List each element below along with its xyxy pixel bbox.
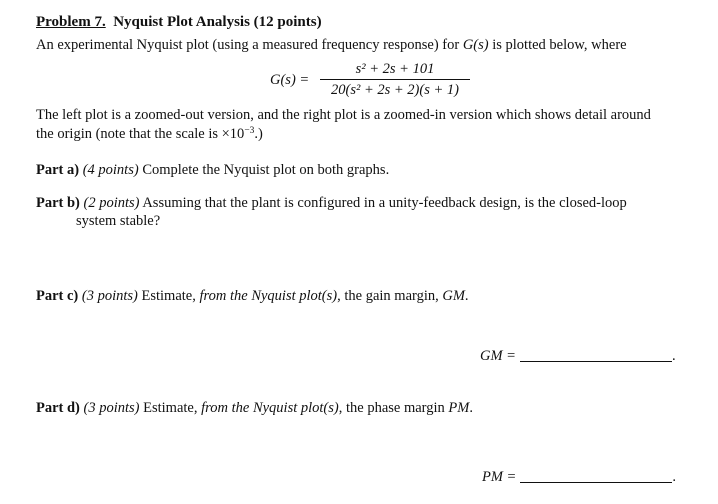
part-a-label: Part a): [36, 162, 80, 178]
part-d: [36, 399, 473, 417]
part-b-text-line-2: system stable?: [76, 213, 161, 229]
description-line-2-after: .): [254, 126, 263, 142]
gain-margin-answer: GM = .: [480, 348, 676, 364]
part-b-text-line-1: Assuming that the plant is configured in a unity-feedback design, is the closed-loop: [142, 195, 627, 211]
part-a: [36, 161, 389, 179]
part-d-label: Part d): [36, 400, 80, 416]
fraction-bar: [320, 79, 470, 80]
problem-title: [36, 13, 322, 31]
part-c-symbol: GM: [442, 288, 465, 304]
equation-lhs: G(s) =: [270, 72, 310, 88]
part-d-points: (3 points): [83, 400, 140, 416]
description-line-2: [36, 125, 263, 143]
scale-exponent: −3: [244, 126, 255, 136]
gain-margin-label: GM =: [480, 348, 516, 364]
part-a-text: Complete the Nyquist plot on both graphs.: [142, 162, 390, 178]
part-c: [36, 287, 469, 305]
part-c-label: Part c): [36, 288, 79, 304]
intro-text-after: is plotted below, where: [488, 37, 627, 53]
part-d-text-before: Estimate,: [143, 400, 202, 416]
phase-margin-answer: PM = .: [482, 469, 676, 485]
equation-denominator: 20(s² + 2s + 2)(s + 1): [331, 82, 459, 98]
part-c-points: (3 points): [81, 288, 138, 304]
part-d-text-end: .: [469, 400, 473, 416]
part-c-text-mid: , the gain margin,: [337, 288, 443, 304]
description-line-1: The left plot is a zoomed-out version, and the right plot is a zoomed-in version which shows detail around: [36, 107, 651, 123]
intro-function: G(s): [462, 37, 489, 53]
problem-number: Problem 7.: [36, 14, 106, 30]
part-c-emphasis: from the Nyquist plot(s): [199, 288, 338, 304]
phase-margin-blank[interactable]: [520, 470, 672, 483]
gain-margin-blank[interactable]: [520, 349, 672, 362]
part-a-points: (4 points): [82, 162, 139, 178]
intro-text-before: An experimental Nyquist plot (using a measured frequency response) for: [36, 37, 463, 53]
part-c-text-before: Estimate,: [141, 288, 200, 304]
intro-paragraph: [36, 36, 627, 54]
equation-fraction: [320, 60, 470, 99]
part-c-text-end: .: [464, 288, 469, 304]
part-b-points: (2 points): [83, 195, 140, 211]
problem-heading: Nyquist Plot Analysis (12 points): [113, 14, 322, 30]
part-d-symbol: PM: [448, 400, 470, 416]
phase-margin-label: PM =: [482, 469, 517, 485]
part-b: [36, 194, 627, 212]
equation-numerator: s² + 2s + 101: [355, 61, 435, 77]
part-b-label: Part b): [36, 195, 80, 211]
part-d-text-mid: , the phase margin: [338, 400, 449, 416]
description-line-2-before: the origin (note that the scale is ×10: [36, 126, 245, 142]
part-d-emphasis: from the Nyquist plot(s): [201, 400, 339, 416]
